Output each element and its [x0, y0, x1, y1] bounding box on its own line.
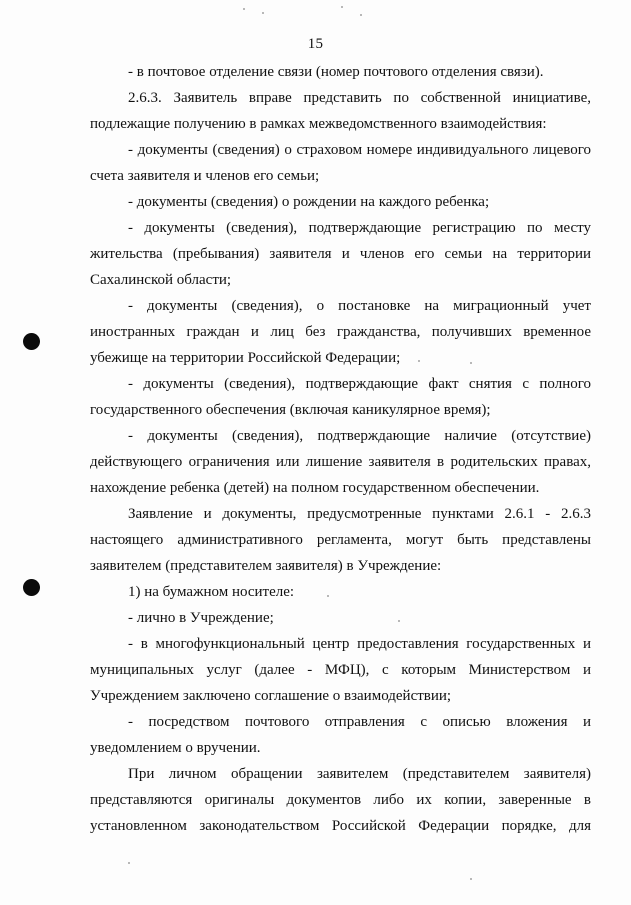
punch-hole-mark	[23, 579, 40, 596]
paragraph: - документы (сведения), о постановке на миграционный учет иностранных граждан и лиц без гражданства, получивших временное убежище на территории Российской Федерации;	[90, 298, 591, 366]
page-number: 15	[307, 36, 324, 52]
scan-speck	[470, 878, 472, 880]
punch-hole-mark	[23, 333, 40, 350]
paragraph: - документы (сведения) о рождении на каждого ребенка;	[128, 194, 490, 210]
paragraph: - в многофункциональный центр предоставления государственных и муниципальных услуг (далее - МФЦ), с которым Министерством и Учреждением заключено соглашение о взаимодействии;	[90, 636, 591, 704]
document-body	[90, 59, 591, 839]
paragraph: - документы (сведения), подтверждающие факт снятия с полного государственного обеспечения (включая каникулярное время);	[90, 376, 591, 418]
paragraph: При личном обращении заявителем (представителем заявителя) представляются оригиналы документов либо их копии, заверенные в установленном законодательством Российской Федерации порядке, для	[90, 766, 591, 834]
scan-speck	[128, 862, 130, 864]
paragraph: 1) на бумажном носителе:	[128, 584, 295, 600]
scan-speck	[360, 14, 362, 16]
scan-speck	[262, 12, 264, 14]
scan-speck	[341, 6, 343, 8]
paragraph: - посредством почтового отправления с описью вложения и уведомлением о вручении.	[90, 714, 591, 756]
paragraph: - документы (сведения), подтверждающие наличие (отсутствие) действующего ограничения или лишение заявителя в родительских правах, нахождение ребенка (детей) на полном государственном обеспечении.	[90, 428, 591, 496]
paragraph: Заявление и документы, предусмотренные пунктами 2.6.1 - 2.6.3 настоящего административного регламента, могут быть представлены заявителем (представителем заявителя) в Учреждение:	[90, 506, 591, 574]
paragraph: - документы (сведения), подтверждающие регистрацию по месту жительства (пребывания) заявителя и членов его семьи на территории Сахалинской области;	[90, 220, 591, 288]
paragraph: - в почтовое отделение связи (номер почтового отделения связи).	[128, 64, 544, 80]
paragraph: - документы (сведения) о страховом номере индивидуального лицевого счета заявителя и членов его семьи;	[90, 142, 591, 184]
paragraph: - лично в Учреждение;	[128, 610, 274, 626]
paragraph: 2.6.3. Заявитель вправе представить по собственной инициативе, подлежащие получению в рамках межведомственного взаимодействия:	[90, 90, 591, 132]
scan-speck	[243, 8, 245, 10]
